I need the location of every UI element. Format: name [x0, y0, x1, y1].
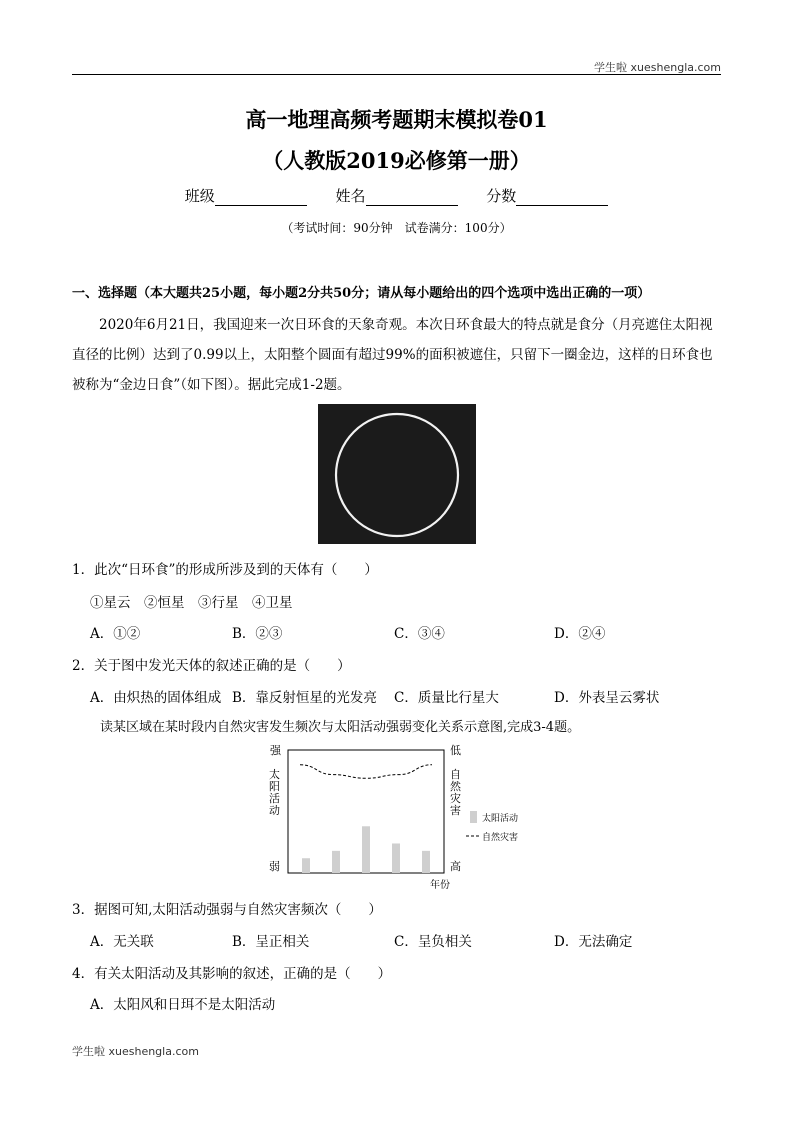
- left-label-char: 动: [269, 804, 280, 817]
- legend-disaster: 自然灾害: [482, 833, 519, 843]
- name-field[interactable]: [366, 191, 458, 206]
- header-divider: [72, 74, 721, 75]
- legend-solar: 太阳活动: [482, 814, 519, 824]
- right-label-char: 灾: [450, 792, 461, 805]
- right-label-char: 然: [450, 780, 461, 793]
- page-subtitle: （人教版2019必修第一册）: [262, 148, 531, 173]
- solar-activity-bar: [362, 826, 370, 873]
- left-label-char: 阳: [269, 780, 280, 793]
- exam-time: （考试时间：90分钟 试卷满分：100分）: [281, 221, 512, 235]
- question-1-option-b[interactable]: B．②③: [232, 626, 283, 642]
- question-4-option-a[interactable]: A．太阳风和日珥不是太阳活动: [90, 997, 276, 1013]
- name-label: 姓名: [335, 187, 366, 205]
- right-axis-label: [450, 768, 462, 817]
- solar-activity-bar: [302, 858, 310, 873]
- score-label: 分数: [486, 187, 517, 205]
- header-brand: 学生啦 xueshengla.com: [594, 61, 721, 74]
- legend-bar-swatch: [470, 811, 477, 823]
- footer-brand: 学生啦 xueshengla.com: [72, 1045, 199, 1058]
- question-3-option-c[interactable]: C．呈负相关: [394, 934, 472, 950]
- solar-disaster-chart: [262, 742, 532, 892]
- right-axis-top: 低: [450, 744, 461, 757]
- question-2-option-c[interactable]: C．质量比行星大: [394, 690, 499, 706]
- right-label-char: 害: [450, 804, 461, 817]
- class-label: 班级: [184, 187, 215, 205]
- question-2-option-d[interactable]: D．外表呈云雾状: [554, 690, 660, 706]
- question-1-option-a[interactable]: A．①②: [90, 626, 141, 642]
- left-axis-bottom: 弱: [269, 860, 280, 873]
- question-1-sub: ①星云 ②恒星 ③行星 ④卫星: [90, 595, 293, 611]
- left-label-char: 太: [269, 768, 280, 781]
- question-3-option-d[interactable]: D．无法确定: [554, 934, 633, 950]
- question-3-stem: 3．据图可知,太阳活动强弱与自然灾害频次（ ）: [72, 902, 382, 918]
- question-2-option-b[interactable]: B．靠反射恒星的光发亮: [232, 690, 377, 706]
- question-1-option-d[interactable]: D．②④: [554, 626, 606, 642]
- question-2-option-a[interactable]: A．由炽热的固体组成: [90, 690, 222, 706]
- question-2-stem: 2．关于图中发光天体的叙述正确的是（ ）: [72, 658, 351, 674]
- disaster-curve: [300, 765, 432, 779]
- x-axis-label: 年份: [430, 880, 450, 891]
- golden-ring: [336, 414, 458, 536]
- left-axis-top: 强: [270, 744, 281, 757]
- question-4-stem: 4．有关太阳活动及其影响的叙述，正确的是（ ）: [72, 966, 392, 982]
- class-field[interactable]: [215, 191, 307, 206]
- left-axis-label: [269, 767, 280, 817]
- question-1-option-c[interactable]: C．③④: [394, 626, 445, 642]
- solar-activity-bar: [332, 851, 340, 873]
- left-label-char: 活: [269, 792, 280, 805]
- passage-1: 2020年6月21日，我国迎来一次日环食的天象奇观。本次日环食最大的特点就是食分（月亮遮住太阳视直径的比例）达到了0.99以上，太阳整个圆面有超过99%的面积被遮住，只留下一圈金边，这样的日环食也被称为“金边日食”（如下图）。据此完成1-2题。: [72, 317, 713, 393]
- question-1-stem: 1．此次“日环食”的形成所涉及到的天体有（ ）: [72, 562, 378, 578]
- question-3-option-a[interactable]: A．无关联: [90, 934, 154, 950]
- passage-2: 读某区域在某时段内自然灾害发生频次与太阳活动强弱变化关系示意图,完成3-4题。: [100, 720, 581, 735]
- right-label-char: 自: [450, 768, 461, 781]
- solar-activity-bar: [392, 843, 400, 873]
- page-title: 高一地理高频考题期末模拟卷01: [245, 107, 548, 132]
- solar-activity-bar: [422, 851, 430, 873]
- score-field[interactable]: [516, 191, 608, 206]
- student-info: [0, 185, 793, 206]
- eclipse-photo: [318, 404, 476, 544]
- question-3-option-b[interactable]: B．呈正相关: [232, 934, 310, 950]
- section-heading: 一、选择题（本大题共25小题，每小题2分共50分；请从每小题给出的四个选项中选出正确的一项）: [72, 286, 651, 301]
- right-axis-bottom: 高: [450, 860, 461, 873]
